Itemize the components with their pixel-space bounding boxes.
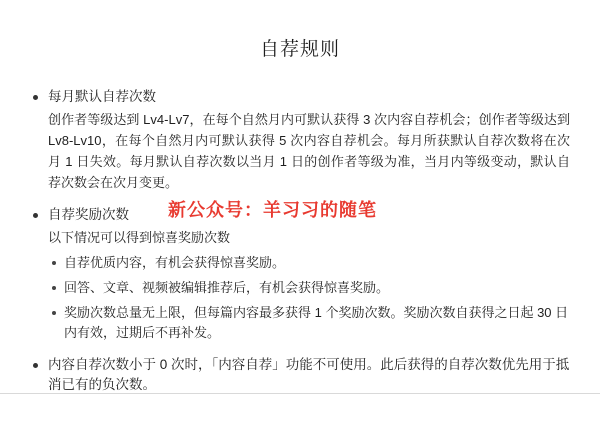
rule-subitems (48, 253, 570, 343)
rule-paragraph: 创作者等级达到 Lv4-Lv7，在每个自然月内可默认获得 3 次内容自荐机会；创作者等级达到 Lv8-Lv10，在每个自然月内可默认获得 5 次内容自荐机会。每月所获默认自荐次数将在次月 1 日失效。每月默认自荐次数以当月 1 日的创作者等级为准，当月内等级变动，默认自荐次数会在次月变更。 (48, 112, 570, 190)
rule-heading: 自荐奖励次数 (48, 207, 129, 222)
rule-paragraph: 内容自荐次数小于 0 次时，「内容自荐」功能不可使用。此后获得的自荐次数优先用于抵消已有的负次数。 (48, 357, 570, 392)
rule-heading: 每月默认自荐次数 (48, 89, 156, 104)
rules-list (30, 87, 570, 395)
list-item: 自荐优质内容，有机会获得惊喜奖励。 (48, 253, 570, 273)
watermark-text: 新公众号：羊习习的随笔 (168, 200, 377, 220)
list-item: 回答、文章、视频被编辑推荐后，有机会获得惊喜奖励。 (48, 278, 570, 298)
footer-divider (0, 393, 600, 394)
page-title: 自荐规则 (259, 39, 340, 60)
rule-item-negative-count (30, 355, 570, 395)
rule-item-bonus-count (30, 205, 570, 343)
rule-item-monthly-default (30, 87, 570, 193)
rule-paragraph: 以下情况可以得到惊喜奖励次数 (48, 230, 231, 245)
list-item: 奖励次数总量无上限，但每篇内容最多获得 1 个奖励次数。奖励次数自获得之日起 30 日内有效，过期后不再补发。 (48, 303, 570, 343)
